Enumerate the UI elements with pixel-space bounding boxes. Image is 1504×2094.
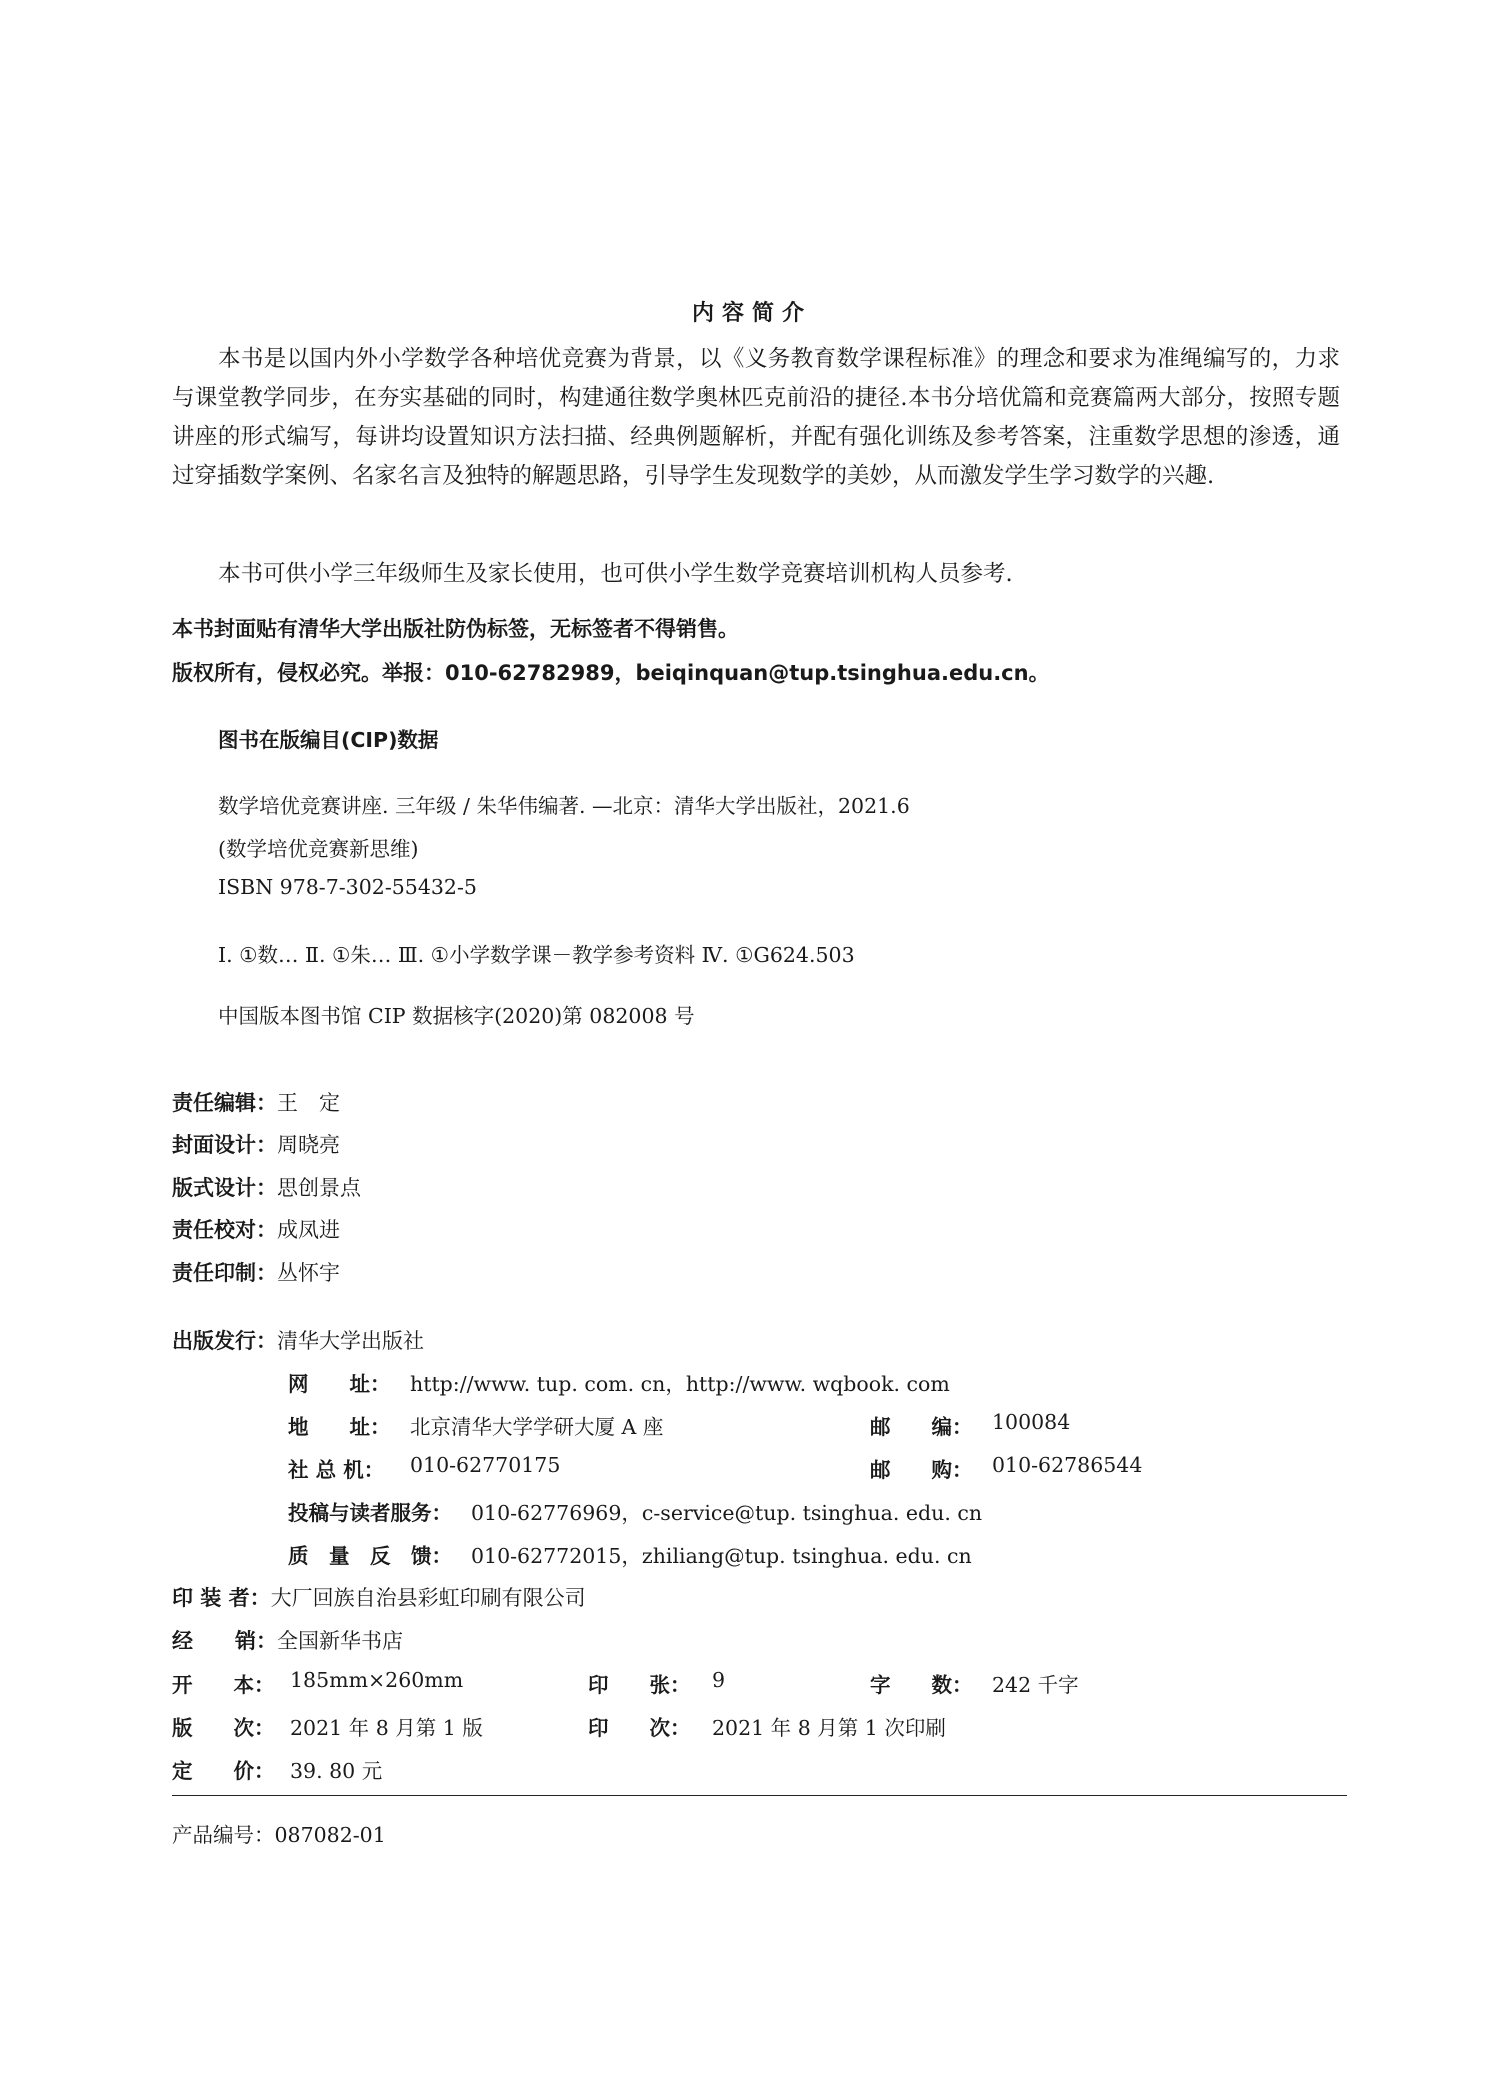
printing-label: 印 次： — [588, 1716, 691, 1740]
publisher-label: 出版发行： — [172, 1329, 277, 1353]
product-code: 产品编号：087082-01 — [172, 1823, 386, 1847]
edition-label: 版 次： — [172, 1716, 275, 1740]
format-label: 开 本： — [172, 1673, 275, 1697]
quality-feedback-value: 010-62772015，zhiliang@tup. tsinghua. edu. cn — [471, 1544, 972, 1568]
seller-row — [172, 1625, 403, 1655]
staff-row — [172, 1172, 361, 1202]
cip-classification: Ⅰ. ①数… Ⅱ. ①朱… Ⅲ. ①小学数学课－教学参考资料 Ⅳ. ①G624.503 — [218, 943, 855, 967]
seller-value: 全国新华书店 — [277, 1629, 403, 1653]
copyright-notice: 版权所有，侵权必究。举报：010-62782989，beiqinquan@tup.tsinghua.edu.cn。 — [172, 661, 1050, 685]
intro-paragraph-1: 本书是以国内外小学数学各种培优竞赛为背景，以《义务教育数学课程标准》的理念和要求为准绳编写的，力求与课堂教学同步，在夯实基础的同时，构建通往数学奥林匹克前沿的捷径.本书分培优篇和竞赛篇两大部分，按照专题讲座的形式编写，每讲均设置知识方法扫描、经典例题解析，并配有强化训练及参考答案，注重数学思想的渗透，通过穿插数学案例、名家名言及独特的解题思路，引导学生发现数学的美妙，从而激发学生学习数学的兴趣. — [172, 346, 1340, 489]
word-count-label: 字 数： — [870, 1673, 973, 1697]
intro-title: 内容简介 — [691, 301, 812, 326]
staff-label: 责任编辑： — [172, 1091, 277, 1115]
printer-value: 大厂回族自治县彩虹印刷有限公司 — [270, 1586, 586, 1610]
price-label: 定 价： — [172, 1759, 275, 1783]
postcode-value: 100084 — [992, 1410, 1071, 1434]
staff-value: 王 定 — [277, 1091, 340, 1115]
printer-label: 印 装 者： — [172, 1586, 271, 1610]
cip-line: 数学培优竞赛讲座. 三年级 / 朱华伟编著. —北京：清华大学出版社，2021.6 — [218, 794, 910, 818]
publisher-name: 清华大学出版社 — [277, 1329, 424, 1353]
staff-value: 思创景点 — [277, 1176, 361, 1200]
staff-label: 版式设计： — [172, 1176, 277, 1200]
postcode-label: 邮 编： — [870, 1415, 973, 1439]
staff-label: 封面设计： — [172, 1133, 277, 1157]
submission-label: 投稿与读者服务： — [288, 1501, 452, 1525]
staff-value: 丛怀宇 — [277, 1261, 340, 1285]
submission-value: 010-62776969，c-service@tup. tsinghua. edu. cn — [471, 1501, 983, 1525]
staff-label: 责任印制： — [172, 1261, 277, 1285]
printing-value: 2021 年 8 月第 1 次印刷 — [712, 1716, 946, 1740]
address-label: 地 址： — [288, 1415, 391, 1439]
intro-paragraph-2: 本书可供小学三年级师生及家长使用，也可供小学生数学竞赛培训机构人员参考. — [218, 561, 1013, 587]
sheets-label: 印 张： — [588, 1673, 691, 1697]
printer-row — [172, 1582, 586, 1612]
staff-row — [172, 1257, 340, 1287]
phone-value: 010-62770175 — [410, 1453, 561, 1477]
mail-order-label: 邮 购： — [870, 1458, 973, 1482]
staff-row — [172, 1087, 340, 1117]
staff-row — [172, 1214, 340, 1244]
cip-record: 中国版本图书馆 CIP 数据核字(2020)第 082008 号 — [218, 1004, 695, 1028]
cip-title: 图书在版编目(CIP)数据 — [218, 728, 439, 752]
price-value: 39. 80 元 — [290, 1759, 383, 1783]
divider-line — [172, 1795, 1347, 1796]
address-value: 北京清华大学学研大厦 A 座 — [410, 1415, 664, 1439]
edition-value: 2021 年 8 月第 1 版 — [290, 1716, 483, 1740]
sheets-value: 9 — [712, 1668, 726, 1692]
anti-counterfeit-notice: 本书封面贴有清华大学出版社防伪标签，无标签者不得销售。 — [172, 617, 739, 641]
website-label: 网 址： — [288, 1372, 391, 1396]
staff-row — [172, 1129, 340, 1159]
staff-label: 责任校对： — [172, 1218, 277, 1242]
seller-label: 经 销： — [172, 1629, 277, 1653]
quality-feedback-label: 质 量 反 馈： — [288, 1544, 452, 1568]
cip-isbn: ISBN 978-7-302-55432-5 — [218, 875, 477, 899]
website-value[interactable]: http://www. tup. com. cn，http://www. wqbook. com — [410, 1372, 950, 1396]
format-value: 185mm×260mm — [290, 1668, 464, 1692]
word-count-value: 242 千字 — [992, 1673, 1079, 1697]
staff-value: 周晓亮 — [277, 1133, 340, 1157]
cip-series: (数学培优竞赛新思维) — [218, 837, 419, 861]
publisher-row — [172, 1325, 424, 1355]
staff-value: 成凤进 — [277, 1218, 340, 1242]
mail-order-value: 010-62786544 — [992, 1453, 1143, 1477]
phone-label: 社 总 机： — [288, 1458, 385, 1482]
